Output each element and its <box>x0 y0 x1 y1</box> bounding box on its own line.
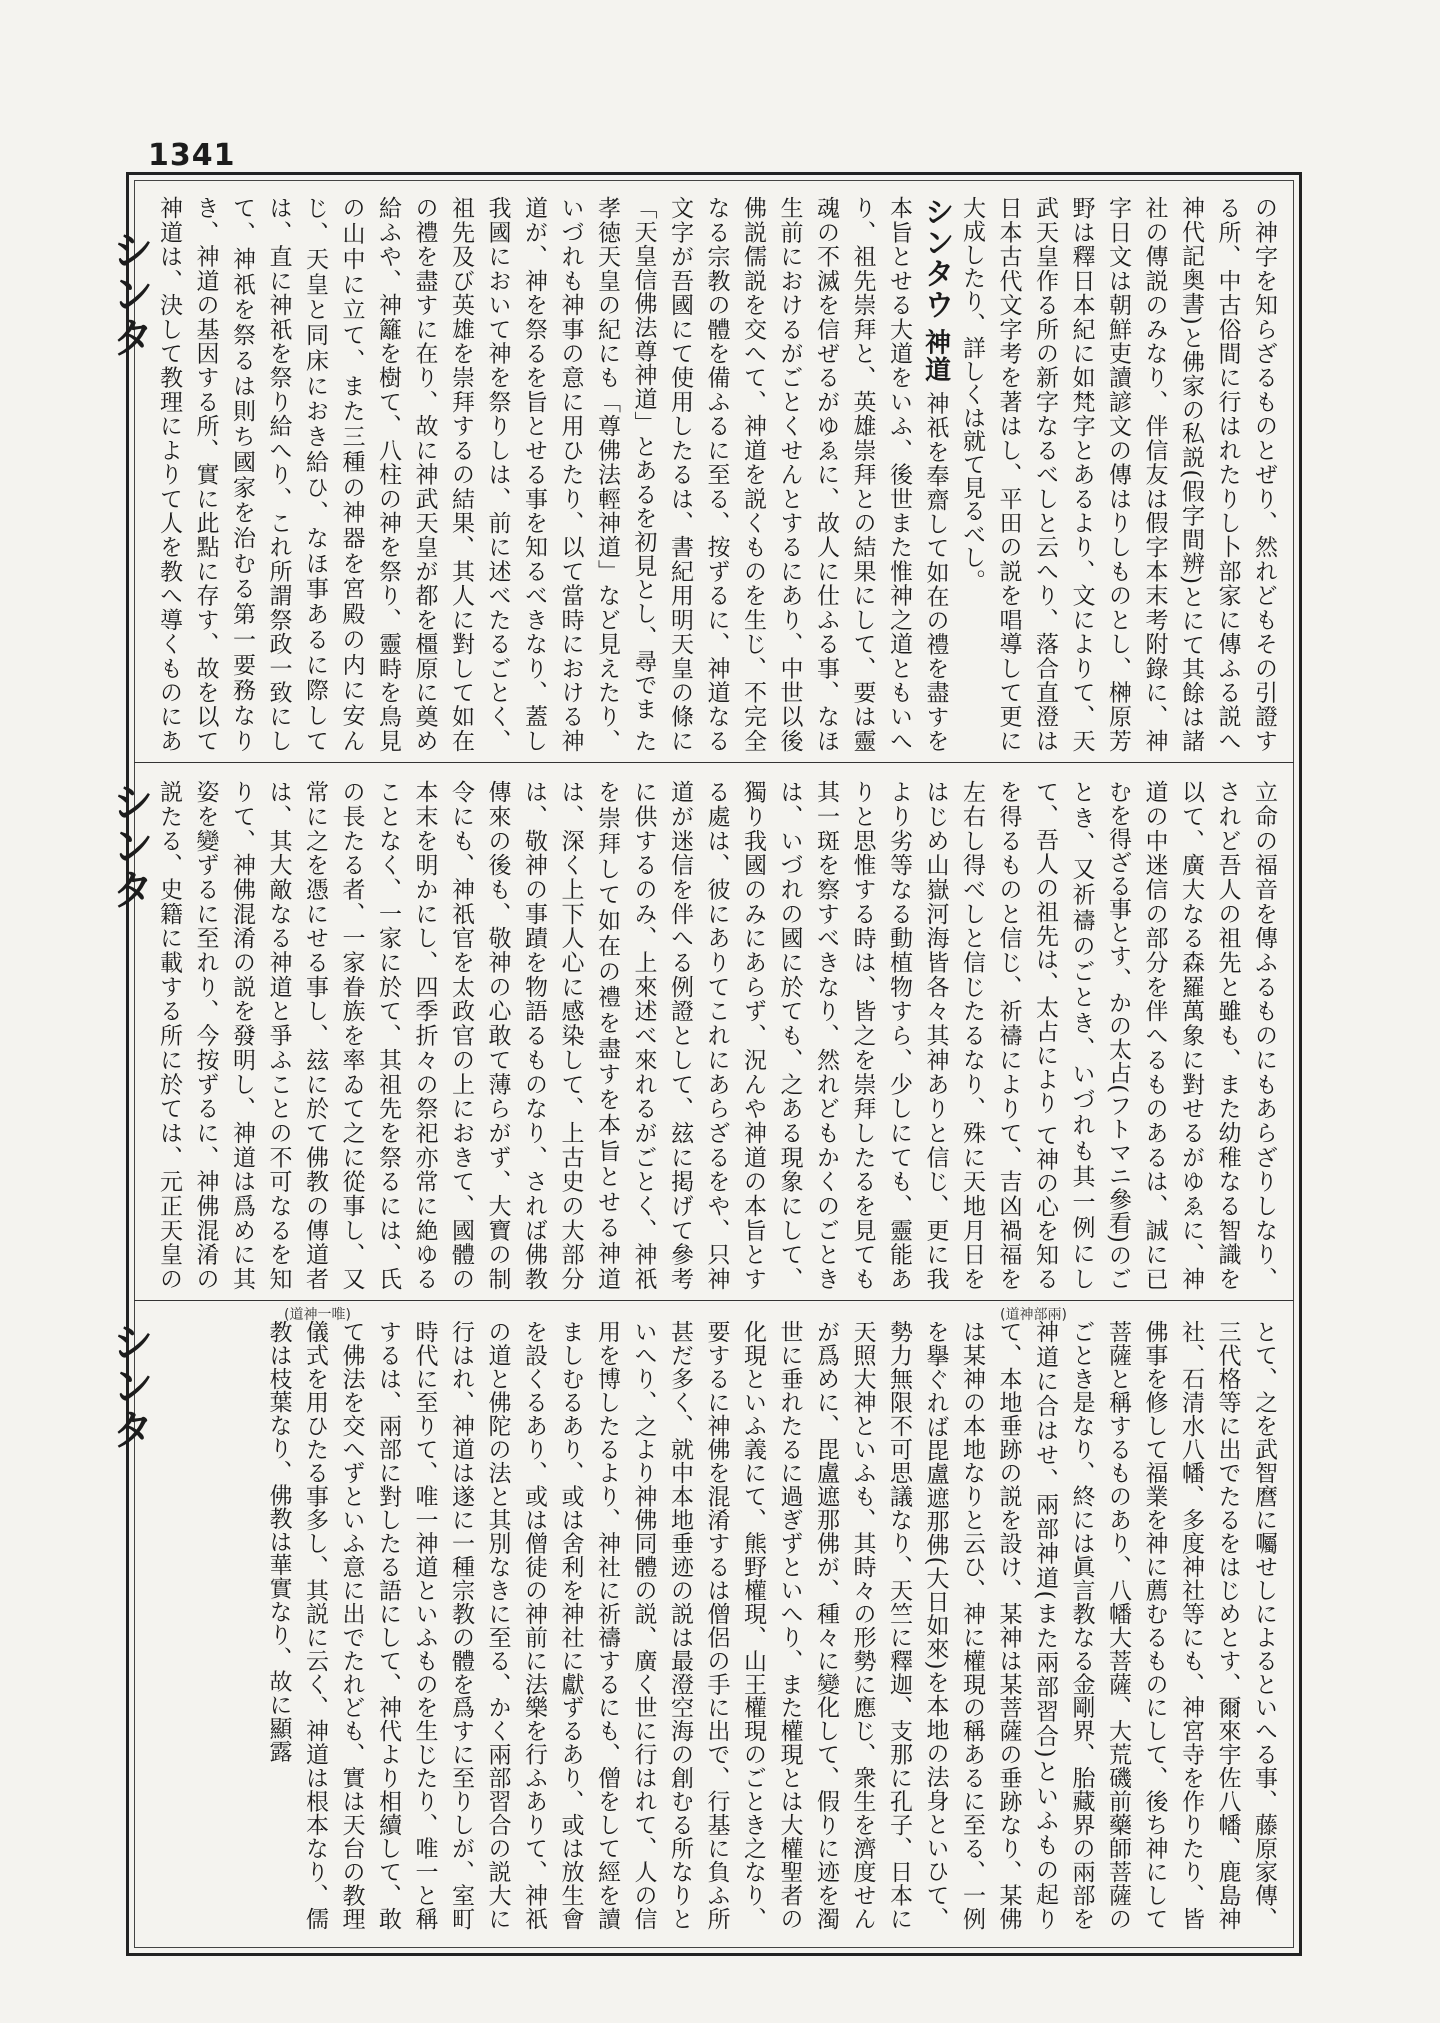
entry-headword: シンタウ <box>918 196 954 321</box>
side-index-label: シンタ <box>106 228 155 360</box>
side-index-label: シンタ <box>106 780 155 912</box>
entry-body-continued: とて、之を武智麿に囑せしによるといへる事、藤原家傳、三代格等に出でたるをはじめとす、爾來宇佐八幡、鹿島神社、石清水八幡、多度神社等にも、神宮寺を作りたり、皆佛事を修して福業を神に薦むるものにして、後ち神にして菩薩と稱するものあり、八幡大菩薩、大荒磯前藥師菩薩のごとき是なり、終には眞言教なる金剛界、胎藏界の兩部を神道に合はせ、兩部神道(また兩部習合)といふもの起りて、本地垂跡の説を設け、某神は某菩薩の垂跡なり、某佛は某神の本地なりと云ひ、神に權現の稱あるに至る、一例を擧ぐれば毘盧遮那佛(大日如來)を本地の法身といひて、勢力無限不可思議なり、天竺に釋迦、支那に孔子、日本に天照大神といふも、其時々の形勢に應じ、衆生を濟度せんが爲めに、毘盧遮那佛が、種々に變化して、假りに迹を濁世に垂れたるに過ぎずといへり、また權現とは大權聖者の化現といふ義にて、熊野權現、山王權現のごとき之なり、要するに神佛を混淆するは僧侶の手に出で、行基に負ふ所甚だ多く、就中本地垂迹の説は最澄空海の創むる所なりといへり、之より神佛同體の説、廣く世に行はれて、人の信用を博したるより、神社に祈禱するにも、僧をして經を讀ましむるあり、或は舍利を神社に獻ずるあり、或は放生會を設くるあり、或は僧徒の神前に法樂を行ふありて、神祇の道と佛陀の法と其別なきに至る、かく兩部習合の説大に行はれ、神道は遂に一種宗教の體を爲すに至りしが、室町時代に至りて、唯一神道といふものを生じたり、唯一と稱するは、兩部に對したる語にして、神代より相續して、敢て佛法を交へずといふ意に出でたれども、實は天台の教理儀式を用ひたる事多し、其説に云く、神道は根本なり、儒教は枝葉なり、佛教は華實なり、故に顯露 <box>265 1320 1277 1930</box>
text-band-bottom <box>146 1320 1282 1930</box>
margin-note-ryobu: (道神部兩) <box>1000 1307 1067 1323</box>
entry-shintau <box>146 196 954 752</box>
side-index-label: シンタ <box>106 1320 155 1452</box>
entry-headword-kanji: 神道 <box>920 328 951 383</box>
band-divider <box>134 1300 1294 1301</box>
continued-entry-text: の神字を知らざるものとぜり、然れどもその引證する所、中古俗間に行はれたりし卜部家に傳ふる説へ神代記奥書)と佛家の私説(假字間辨)とにて其餘は諸社の傳説のみなり、伴信友は假字本末考附錄に、神字日文は朝鮮吏讀諺文の傳はりしものとし、榊原芳野は釋日本紀に如梵字とあるより、文によりて、天武天皇作る所の新字なるべしと云へり、落合直澄は日本古代文字考を著はし、平田の説を唱導して更に大成したり、詳しくは就て見るべし。 <box>959 196 1277 752</box>
entry-body: 神祇を奉齋して如在の禮を盡すを本旨とせる大道をいふ、後世また惟神之道ともいへり、祖先崇拜と、英雄崇拜との結果にして、要は靈魂の不滅を信ぜるがゆゑに、故人に仕ふる事、なほ生前におけるがごとくせんとするにあり、中世以後佛説儒説を交へて、神道を説くものを生じ、不完全なる宗教の體を備ふるに至る、按ずるに、神道なる文字が吾國にて使用したるは、書紀用明天皇の條に「天皇信佛法尊神道」とあるを初見とし、尋でま た孝徳天皇の紀にも「尊佛法輕神道」など見えたり、いづれも神事の意に用ひたり、以て當時における神道が、神を祭るを旨とせる事を知るべきなり、蓋し我國において神を祭りしは、前に述べたるごとく、祖先及び英雄を崇拜するの結果、其人に對して如在の禮を盡すに在り、故に神武天皇が都を橿原に奠め給ふや、神籬を樹て、八柱の神を祭り、靈畤を鳥見の山中に立て、また三種の神器を宮殿の内に安んじ、天皇と同床におき給ひ、なほ事あるに際しては、直に神祇を祭り給へり、これ所謂祭政一致にして、神祇を祭るは則ち國家を治むる第一要務なりき、神道の基因する所、實に此點に存す、故を以て神道は、決して教理によりて人を教へ導くものにあ <box>156 196 949 752</box>
page-number: 1341 <box>148 138 236 173</box>
entry-body-continued: 立命の福音を傳ふるものにもあらざりしなり、されど吾人の祖先と雖も、また幼稚なる智識を以て、廣大なる森羅萬象に對せるがゆゑに、神道の中迷信の部分を伴へるものあるは、誠に已むを得ざる事とす、かの太占(フトマニ參看)のごとき、又祈禱のごとき、いづれも其一例にして、吾人の祖先は、太占により て神の心を知るを得るものと信じ、祈禱によりて、吉凶禍福を左右し得べしと信じたるなり、殊に天地月日をはじめ山嶽河海皆各々其神ありと信じ、更に我より劣等なる動植物すら、少しにても、靈能ありと思惟する時は、皆之を崇拜したるを見ても其一斑を察すべきなり、然れどもかくのごときは、いづれの國に於ても、之ある現象にして、獨り我國のみにあらず、況んや神道の本旨とする處は、彼にありてこれにあらざるをや、只神道が迷信を伴へる例證として、玆に掲げて參考に供するのみ、上來述べ來れるがごとく、神祇を崇拜して如在の禮を盡すを本旨とせる神道は、深く上下人心に感染して、上古史の大部分は、敬神の事蹟を物語るものなり、されば佛教傳來の後も、敬神の心敢て薄らがず、大寶の制令にも、神祇官を太政官の上におきて、國體の本末を明かにし、四季折々の祭祀亦常に絶ゆることなく、一家に於て、其祖先を祭るには、氏の長たる者、一家眷族を率ゐて之に從事し、又常に之を憑にせる事し、玆に於て佛教の傳道者は、其大敵なる神道と爭ふことの不可なるを知りて、神佛混淆の説を發明し、神道は爲めに其姿を變ずるに至れり、今按ずるに、神佛混淆の説たる、史籍に載する所に於ては、元正天皇の <box>156 780 1277 1290</box>
text-band-top <box>146 196 1282 752</box>
margin-note-yuiitsu: (道神一唯) <box>284 1307 351 1323</box>
band-divider <box>134 762 1294 763</box>
text-band-middle <box>146 780 1282 1290</box>
